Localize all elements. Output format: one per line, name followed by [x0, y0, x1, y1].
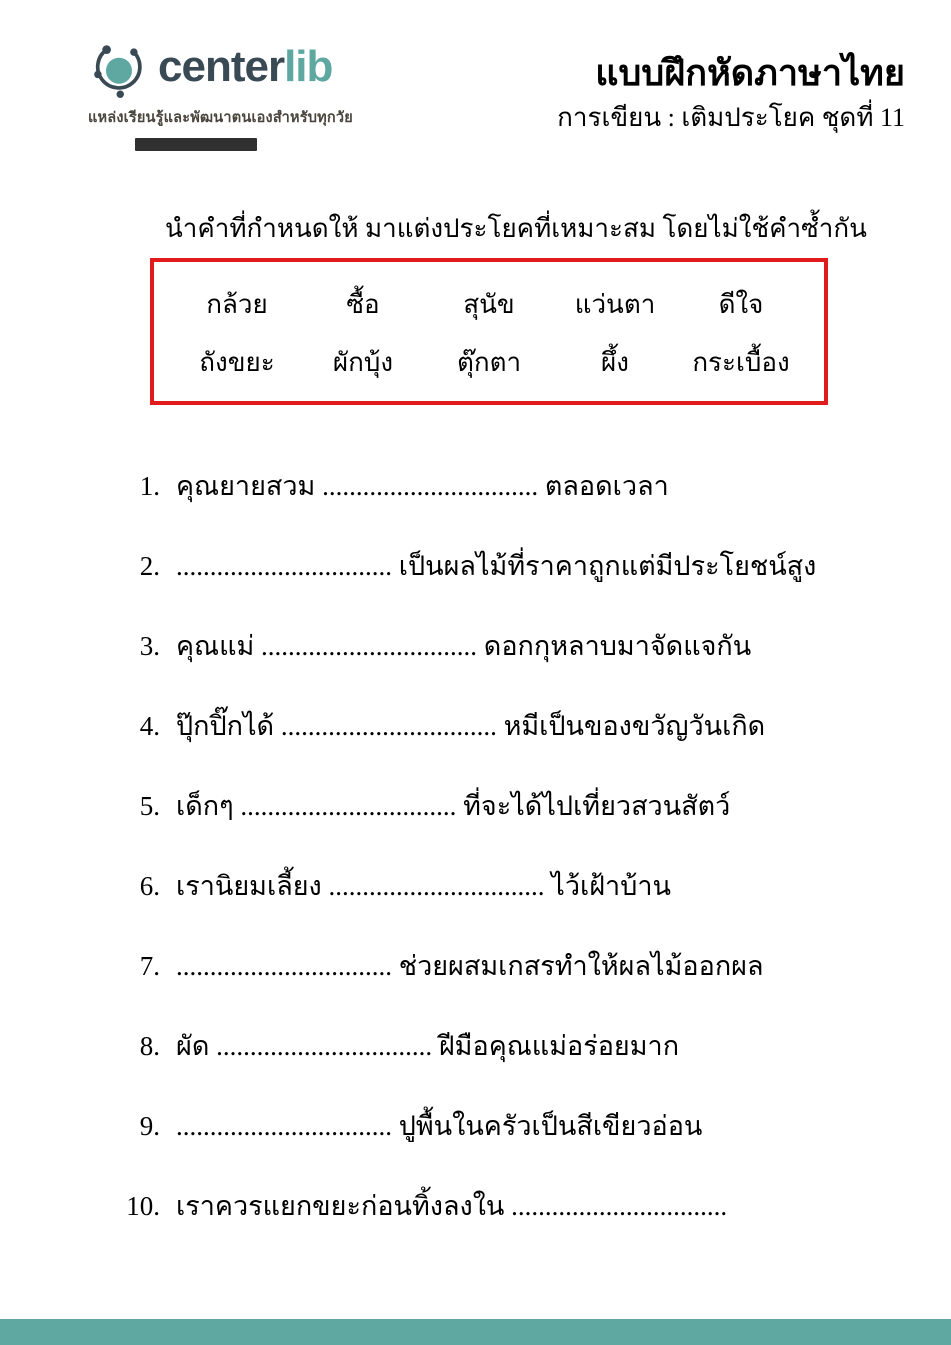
question-number: 4. — [139, 711, 160, 741]
word-bank-item: ผึ้ง — [601, 347, 629, 377]
question-text: เราควรแยกขยะก่อนทิ้งลงใน ................................ — [176, 1191, 728, 1221]
brand-accent-text: lib — [284, 42, 333, 91]
question-row — [104, 784, 904, 820]
question-row — [104, 944, 904, 980]
brand-tagline: แหล่งเรียนรู้และพัฒนาตนเองสำหรับทุกวัย — [88, 110, 353, 126]
word-bank-box — [150, 258, 828, 405]
word-bank-item: กระเบื้อง — [692, 347, 790, 377]
question-number: 6. — [139, 871, 160, 901]
question-text: เรานิยมเลี้ยง ................................ ไว้เฝ้าบ้าน — [176, 871, 671, 901]
header — [557, 52, 905, 138]
question-row — [104, 1104, 904, 1140]
word-bank-row — [174, 347, 804, 378]
question-text: ผัด ................................ ฝีมือคุณแม่อร่อยมาก — [176, 1031, 680, 1061]
question-text: ................................ เป็นผลไม้ที่ราคาถูกแต่มีประโยชน์สูง — [176, 551, 817, 581]
instruction-text: นำคำที่กำหนดให้ มาแต่งประโยคที่เหมาะสม โดยไม่ใช้คำซ้ำกัน — [165, 214, 867, 243]
brand-primary-text: center — [158, 42, 285, 91]
question-row — [104, 544, 904, 580]
question-number: 1. — [139, 471, 160, 501]
word-bank-item: ตุ๊กตา — [456, 347, 522, 377]
word-bank-item: กล้วย — [206, 290, 268, 320]
question-row — [104, 464, 904, 500]
word-bank-row — [174, 289, 804, 320]
question-row — [104, 1024, 904, 1060]
footer-bar — [0, 1319, 951, 1345]
centerlib-logo-icon — [88, 36, 150, 98]
question-text: ................................ ปูพื้นในครัวเป็นสีเขียวอ่อน — [176, 1111, 703, 1141]
logo — [88, 36, 388, 129]
word-bank-item: ซื้อ — [346, 290, 380, 320]
word-bank-item: ผักบุ้ง — [332, 347, 394, 377]
question-number: 9. — [139, 1111, 160, 1141]
question-number: 8. — [139, 1031, 160, 1061]
question-number: 2. — [139, 551, 160, 581]
question-number: 7. — [139, 951, 160, 981]
cropped-artifact — [135, 138, 257, 151]
question-number: 3. — [139, 631, 160, 661]
question-row — [104, 704, 904, 740]
question-row — [104, 624, 904, 660]
question-text: เด็กๆ ................................ ที่จะได้ไปเที่ยวสวนสัตว์ — [176, 791, 731, 821]
question-text: คุณแม่ ................................ ดอกกุหลาบมาจัดแจกัน — [176, 631, 752, 661]
question-number: 10. — [126, 1191, 160, 1221]
question-number: 5. — [139, 791, 160, 821]
word-bank-item: แว่นตา — [574, 290, 656, 320]
question-list — [104, 464, 904, 1264]
question-row — [104, 864, 904, 900]
page-title: แบบฝึกหัดภาษาไทย — [595, 53, 905, 93]
word-bank-item: ดีใจ — [718, 290, 764, 320]
word-bank-item: ถังขยะ — [199, 347, 275, 377]
question-text: ปุ๊กปิ๊กได้ ................................ หมีเป็นของขวัญวันเกิด — [176, 711, 766, 741]
question-text: คุณยายสวม ................................ ตลอดเวลา — [176, 471, 669, 501]
question-text: ................................ ช่วยผสมเกสรทำให้ผลไม้ออกผล — [176, 951, 764, 981]
page-subtitle: การเขียน : เติมประโยค ชุดที่ 11 — [557, 103, 905, 133]
brand-wordmark — [158, 42, 333, 91]
word-bank-item: สุนัข — [463, 290, 515, 320]
question-row — [104, 1184, 904, 1220]
